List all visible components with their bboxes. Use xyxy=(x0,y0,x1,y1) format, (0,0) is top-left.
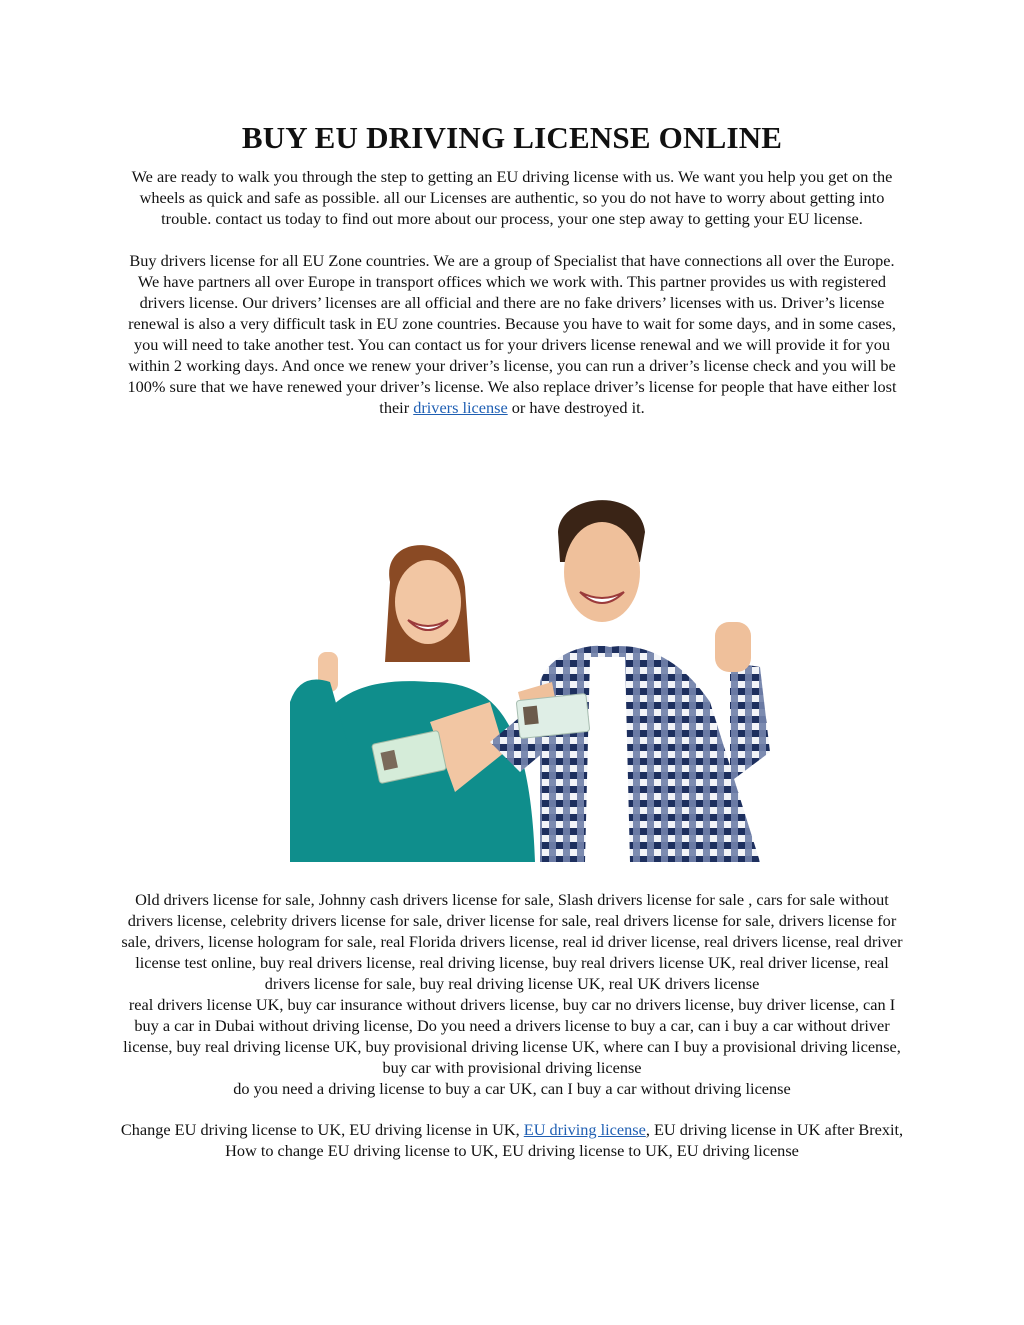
footer-text-before-link: Change EU driving license to UK, EU driving license in UK, xyxy=(120,1120,520,1139)
keywords-paragraph-1: Old drivers license for sale, Johnny cash drivers license for sale, Slash drivers license for sale , cars for sale without drivers license, celebrity drivers license for sale, driver license for sale, real drivers license for sale, drivers license for sale, drivers, license hologram for sale, real Florida drivers license, real id driver license, real drivers license, real driver license test online, buy real drivers license, real driving license, buy real drivers license UK, real driver license, real drivers license for sale, buy real driving license UK, real UK drivers license xyxy=(121,890,903,993)
keywords-paragraph-2: real drivers license UK, buy car insurance without drivers license, buy car no drivers license, buy driver license, can I buy a car in Dubai without driving license, Do you need a drivers license to buy a car, can i buy a car without driver license, buy real driving license UK, buy provisional driving license UK, where can I buy a provisional driving license, buy car with provisional driving license xyxy=(123,995,901,1077)
eu-driving-license-link[interactable]: EU driving license xyxy=(523,1120,646,1139)
page-title: BUY EU DRIVING LICENSE ONLINE xyxy=(241,120,783,155)
intro-paragraph: We are ready to walk you through the step to getting an EU driving license with us. We want you help you get on the wheels as quick and safe as possible. all our Licenses are authentic, so you do not have to worry about getting into trouble. contact us today to find out more about our process, your one step away to getting your EU license. xyxy=(131,167,893,228)
footer-text-after-link: , EU driving license in UK after Brexit, How to change EU driving license to UK, EU driving license to UK, EU driving license xyxy=(225,1120,904,1160)
article-bottom xyxy=(120,889,904,1161)
license-card-man xyxy=(516,693,590,738)
hero-photo xyxy=(290,492,782,862)
footer-paragraph xyxy=(120,1119,904,1161)
body-paragraph xyxy=(120,250,904,418)
body-text-after-link: or have destroyed it. xyxy=(511,398,645,417)
man-figure xyxy=(490,500,770,862)
article-top xyxy=(120,118,904,418)
drivers-license-link[interactable]: drivers license xyxy=(413,398,508,417)
body-text-before-link: Buy drivers license for all EU Zone countries. We are a group of Specialist that have connections all over the Europe. We have partners all over Europe in transport offices which we work with. This partner provides us with registered drivers license. Our drivers’ licenses are all official and there are no fake drivers’ licenses with us. Driver’s license renewal is also a very difficult task in EU zone countries. Because you have to wait for some days, and in some cases, you will need to take another test. You can contact us for your drivers license renewal and we will provide it for you within 2 working days. And once we renew your driver’s license, you can run a driver’s license check and you will be 100% sure that we have renewed your driver’s license. We also replace driver’s license for people that have either lost their xyxy=(127,251,897,417)
woman-figure xyxy=(290,545,535,862)
keywords-paragraph-3: do you need a driving license to buy a car UK, can I buy a car without driving license xyxy=(233,1079,791,1098)
people-holding-licenses-illustration xyxy=(290,492,782,862)
